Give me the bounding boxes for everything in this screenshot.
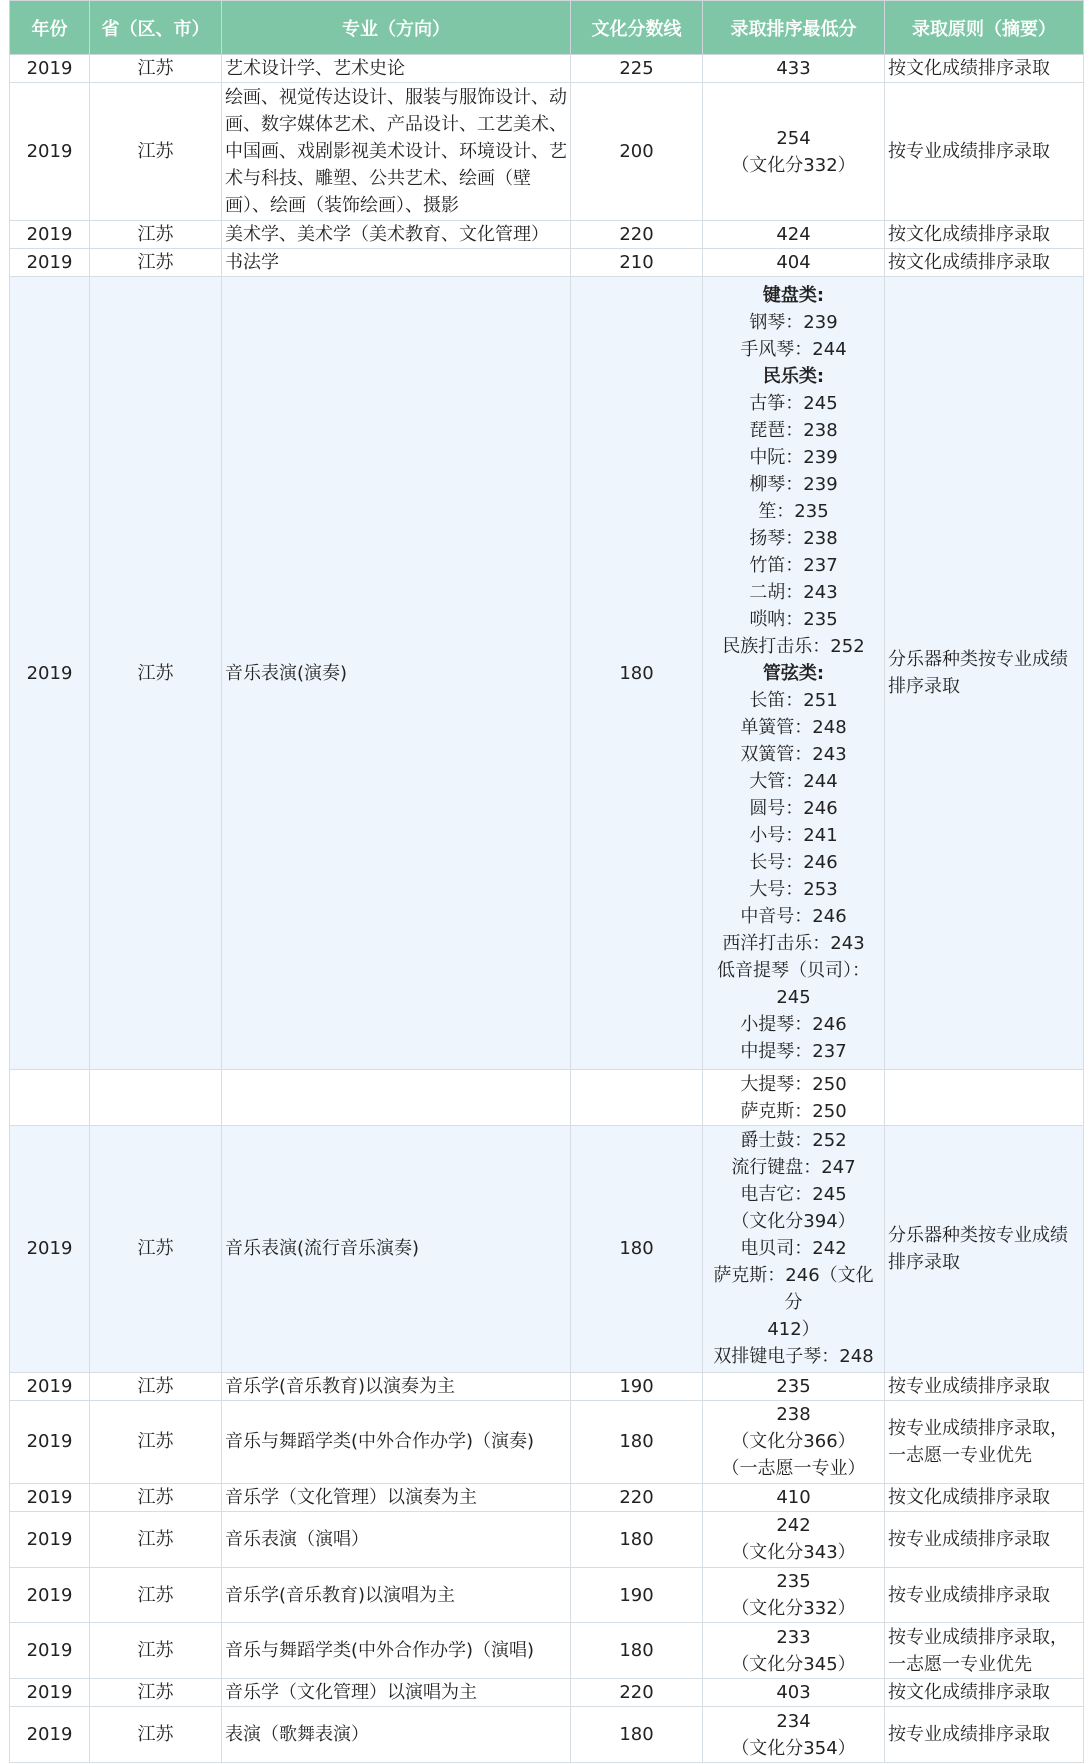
major-cell (222, 83, 571, 221)
year-cell: 2019 (10, 83, 90, 221)
score-line: （一志愿一专业） (721, 1458, 866, 1480)
score-line: 245 (776, 986, 811, 1008)
score-cell (703, 1400, 885, 1483)
culture-cell: 210 (571, 249, 703, 277)
province-cell: 江苏 (90, 1567, 222, 1623)
major-cell (222, 1512, 571, 1568)
major-line: 音乐表演(演奏) (225, 662, 348, 684)
major-cell (222, 1567, 571, 1623)
rule-line: 分乐器种类按专业成绩 (888, 649, 1068, 671)
year-cell: 2019 (10, 249, 90, 277)
culture-cell: 180 (571, 1512, 703, 1568)
score-line: （文化分354） (731, 1737, 856, 1759)
rule-line: 按专业成绩排序录取， (888, 1417, 1068, 1439)
score-line: 琵琶：238 (749, 419, 838, 441)
score-line: 键盘类: (762, 284, 825, 306)
score-line: 扬琴：238 (749, 527, 838, 549)
rule-line: 分乐器种类按专业成绩 (888, 1224, 1068, 1246)
major-cell (222, 220, 571, 248)
rule-cell (885, 1707, 1084, 1763)
culture-cell: 190 (571, 1372, 703, 1400)
culture-cell: 220 (571, 1678, 703, 1706)
header-row (10, 1, 1084, 55)
major-line: 术与科技、雕塑、公共艺术、绘画（壁 (225, 168, 531, 190)
score-line: 笙：235 (758, 500, 829, 522)
header-province: 省（区、市） (90, 1, 222, 55)
year-cell: 2019 (10, 220, 90, 248)
score-line: 大提琴：250 (740, 1073, 847, 1095)
score-cell (703, 1567, 885, 1623)
table-row (10, 1483, 1084, 1511)
province-cell: 江苏 (90, 1400, 222, 1483)
score-line: 大管：244 (749, 770, 838, 792)
major-line: 书法学 (225, 252, 279, 274)
table-row (10, 55, 1084, 83)
major-line: 表演（歌舞表演） (225, 1724, 369, 1746)
culture-cell (571, 1070, 703, 1126)
rule-line: 按文化成绩排序录取 (888, 1682, 1050, 1704)
score-line: 410 (776, 1487, 811, 1508)
score-line: 234 (776, 1710, 811, 1732)
year-cell: 2019 (10, 1125, 90, 1372)
rule-cell (885, 83, 1084, 221)
rule-line: 按专业成绩排序录取 (888, 141, 1050, 163)
culture-cell: 180 (571, 1623, 703, 1679)
score-line: （文化分332） (731, 154, 856, 176)
table-row (10, 1623, 1084, 1679)
major-line: 绘画、视觉传达设计、服装与服饰设计、动 (225, 87, 567, 109)
score-line: 古筝：245 (749, 392, 838, 414)
rule-line: 一志愿一专业优先 (888, 1653, 1032, 1675)
province-cell: 江苏 (90, 83, 222, 221)
score-cell (703, 1678, 885, 1706)
major-cell (222, 1707, 571, 1763)
province-cell: 江苏 (90, 1512, 222, 1568)
rule-line: 排序录取 (888, 676, 960, 698)
score-cell (703, 1483, 885, 1511)
table-row (10, 1567, 1084, 1623)
score-cell (703, 277, 885, 1070)
score-line: 唢呐：235 (749, 608, 838, 630)
score-cell (703, 55, 885, 83)
score-line: （文化分345） (731, 1653, 856, 1675)
score-line: 电贝司：242 (740, 1238, 847, 1260)
table-row (10, 1400, 1084, 1483)
score-line: 小号：241 (749, 824, 838, 846)
major-line: 画、数字媒体艺术、产品设计、工艺美术、 (225, 114, 567, 136)
rule-line: 按文化成绩排序录取 (888, 223, 1050, 245)
major-line: 音乐学（文化管理）以演唱为主 (225, 1682, 477, 1704)
score-line: 双排键电子琴：248 (713, 1346, 874, 1368)
major-cell (222, 55, 571, 83)
table-row (10, 277, 1084, 1070)
rule-line: 按专业成绩排序录取 (888, 1584, 1050, 1606)
culture-cell: 190 (571, 1567, 703, 1623)
rule-line: 按文化成绩排序录取 (888, 1487, 1050, 1508)
table-row (10, 1125, 1084, 1372)
major-line: 音乐表演（演唱） (225, 1528, 369, 1550)
major-line: 艺术设计学、艺术史论 (225, 58, 405, 80)
score-line: 254 (776, 127, 811, 149)
rule-line: 排序录取 (888, 1251, 960, 1273)
score-line: 大号：253 (749, 878, 838, 900)
score-cell (703, 249, 885, 277)
score-line: 双簧管：243 (740, 743, 847, 765)
score-line: 电吉它：245 (740, 1184, 847, 1206)
province-cell: 江苏 (90, 1125, 222, 1372)
rule-cell (885, 1623, 1084, 1679)
score-line: 民族打击乐：252 (722, 635, 865, 657)
major-cell (222, 277, 571, 1070)
rule-cell (885, 249, 1084, 277)
province-cell: 江苏 (90, 1623, 222, 1679)
score-line: 钢琴：239 (749, 311, 838, 333)
score-line: （文化分343） (731, 1542, 856, 1564)
major-cell (222, 1678, 571, 1706)
province-cell: 江苏 (90, 249, 222, 277)
province-cell: 江苏 (90, 1707, 222, 1763)
major-cell (222, 1372, 571, 1400)
score-line: 235 (776, 1375, 811, 1397)
major-line: 美术学、美术学（美术教育、文化管理） (225, 223, 549, 245)
year-cell: 2019 (10, 55, 90, 83)
culture-cell: 180 (571, 1125, 703, 1372)
rule-cell (885, 1483, 1084, 1511)
table-row (10, 1678, 1084, 1706)
rule-cell (885, 1125, 1084, 1372)
province-cell: 江苏 (90, 220, 222, 248)
culture-cell: 220 (571, 220, 703, 248)
major-cell (222, 1070, 571, 1126)
rule-cell (885, 277, 1084, 1070)
score-line: 412） (767, 1319, 820, 1341)
major-cell (222, 1400, 571, 1483)
year-cell (10, 1070, 90, 1126)
score-line: 424 (776, 223, 811, 245)
score-line: （文化分394） (731, 1211, 856, 1233)
rule-line: 按专业成绩排序录取， (888, 1626, 1068, 1648)
province-cell: 江苏 (90, 277, 222, 1070)
score-line: 433 (776, 58, 811, 80)
score-line: 流行键盘：247 (731, 1157, 856, 1179)
rule-cell (885, 1372, 1084, 1400)
score-line: 长号：246 (749, 851, 838, 873)
year-cell: 2019 (10, 1483, 90, 1511)
score-cell (703, 1623, 885, 1679)
score-line: 中音号：246 (740, 905, 847, 927)
major-line: 音乐学(音乐教育)以演唱为主 (225, 1584, 456, 1606)
header-min-score: 录取排序最低分 (703, 1, 885, 55)
major-line: 音乐学(音乐教育)以演奏为主 (225, 1375, 456, 1397)
score-line: （文化分332） (731, 1598, 856, 1620)
rule-line: 一志愿一专业优先 (888, 1444, 1032, 1466)
culture-cell: 200 (571, 83, 703, 221)
major-cell (222, 1483, 571, 1511)
year-cell: 2019 (10, 1707, 90, 1763)
score-line: 萨克斯：246（文化分 (713, 1265, 874, 1314)
year-cell: 2019 (10, 1678, 90, 1706)
rule-cell (885, 1400, 1084, 1483)
score-line: 民乐类: (762, 365, 825, 387)
culture-cell: 180 (571, 277, 703, 1070)
score-line: 中阮：239 (749, 446, 838, 468)
major-cell (222, 1623, 571, 1679)
rule-line: 按专业成绩排序录取 (888, 1528, 1050, 1550)
major-line: 音乐表演(流行音乐演奏) (225, 1238, 420, 1260)
score-line: 手风琴：244 (740, 338, 847, 360)
score-line: 238 (776, 1404, 811, 1426)
rule-line: 按专业成绩排序录取 (888, 1375, 1050, 1397)
culture-cell: 180 (571, 1707, 703, 1763)
table-row (10, 220, 1084, 248)
score-line: 西洋打击乐：243 (722, 932, 865, 954)
score-cell (703, 220, 885, 248)
province-cell: 江苏 (90, 55, 222, 83)
score-line: 单簧管：248 (740, 716, 847, 738)
score-line: 中提琴：237 (740, 1040, 847, 1062)
score-line: 竹笛：237 (749, 554, 838, 576)
year-cell: 2019 (10, 277, 90, 1070)
rule-cell (885, 1678, 1084, 1706)
rule-line: 按专业成绩排序录取 (888, 1724, 1050, 1746)
score-line: 二胡：243 (749, 581, 838, 603)
score-line: 低音提琴（贝司）： (717, 959, 870, 981)
score-line: 404 (776, 252, 811, 274)
score-line: 403 (776, 1682, 811, 1704)
score-line: 管弦类: (762, 662, 825, 684)
table-row (10, 83, 1084, 221)
rule-cell (885, 55, 1084, 83)
score-line: 萨克斯：250 (740, 1100, 847, 1122)
rule-cell (885, 1512, 1084, 1568)
score-line: 233 (776, 1626, 811, 1648)
year-cell: 2019 (10, 1372, 90, 1400)
culture-cell: 220 (571, 1483, 703, 1511)
score-line: 小提琴：246 (740, 1013, 847, 1035)
score-line: 爵士鼓：252 (740, 1130, 847, 1152)
score-line: 235 (776, 1571, 811, 1593)
rule-cell (885, 1070, 1084, 1126)
table-row (10, 1372, 1084, 1400)
culture-cell: 180 (571, 1400, 703, 1483)
table-row (10, 1070, 1084, 1126)
table-row (10, 249, 1084, 277)
score-line: （文化分366） (731, 1431, 856, 1453)
score-line: 柳琴：239 (749, 473, 838, 495)
score-cell (703, 1125, 885, 1372)
rule-line: 按文化成绩排序录取 (888, 58, 1050, 80)
major-line: 音乐学（文化管理）以演奏为主 (225, 1487, 477, 1508)
year-cell: 2019 (10, 1567, 90, 1623)
score-cell (703, 1070, 885, 1126)
score-cell (703, 83, 885, 221)
score-line: 242 (776, 1515, 811, 1537)
culture-cell: 225 (571, 55, 703, 83)
major-line: 音乐与舞蹈学类(中外合作办学)（演奏) (225, 1431, 535, 1453)
table-row (10, 1512, 1084, 1568)
score-cell (703, 1707, 885, 1763)
year-cell: 2019 (10, 1400, 90, 1483)
score-line: 长笛：251 (749, 689, 838, 711)
header-year: 年份 (10, 1, 90, 55)
rule-cell (885, 1567, 1084, 1623)
province-cell: 江苏 (90, 1678, 222, 1706)
major-cell (222, 249, 571, 277)
header-major: 专业（方向） (222, 1, 571, 55)
year-cell: 2019 (10, 1623, 90, 1679)
rule-cell (885, 220, 1084, 248)
admission-table (9, 0, 1084, 1763)
table-row (10, 1707, 1084, 1763)
year-cell: 2019 (10, 1512, 90, 1568)
province-cell: 江苏 (90, 1372, 222, 1400)
major-line: 音乐与舞蹈学类(中外合作办学)（演唱) (225, 1640, 535, 1662)
score-cell (703, 1372, 885, 1400)
header-rule: 录取原则（摘要） (885, 1, 1084, 55)
score-cell (703, 1512, 885, 1568)
rule-line: 按文化成绩排序录取 (888, 252, 1050, 274)
major-cell (222, 1125, 571, 1372)
major-line: 中国画、戏剧影视美术设计、环境设计、艺 (225, 141, 567, 163)
province-cell: 江苏 (90, 1483, 222, 1511)
province-cell (90, 1070, 222, 1126)
score-line: 圆号：246 (749, 797, 838, 819)
header-culture-line: 文化分数线 (571, 1, 703, 55)
major-line: 画）、绘画（装饰绘画）、摄影 (225, 195, 459, 217)
